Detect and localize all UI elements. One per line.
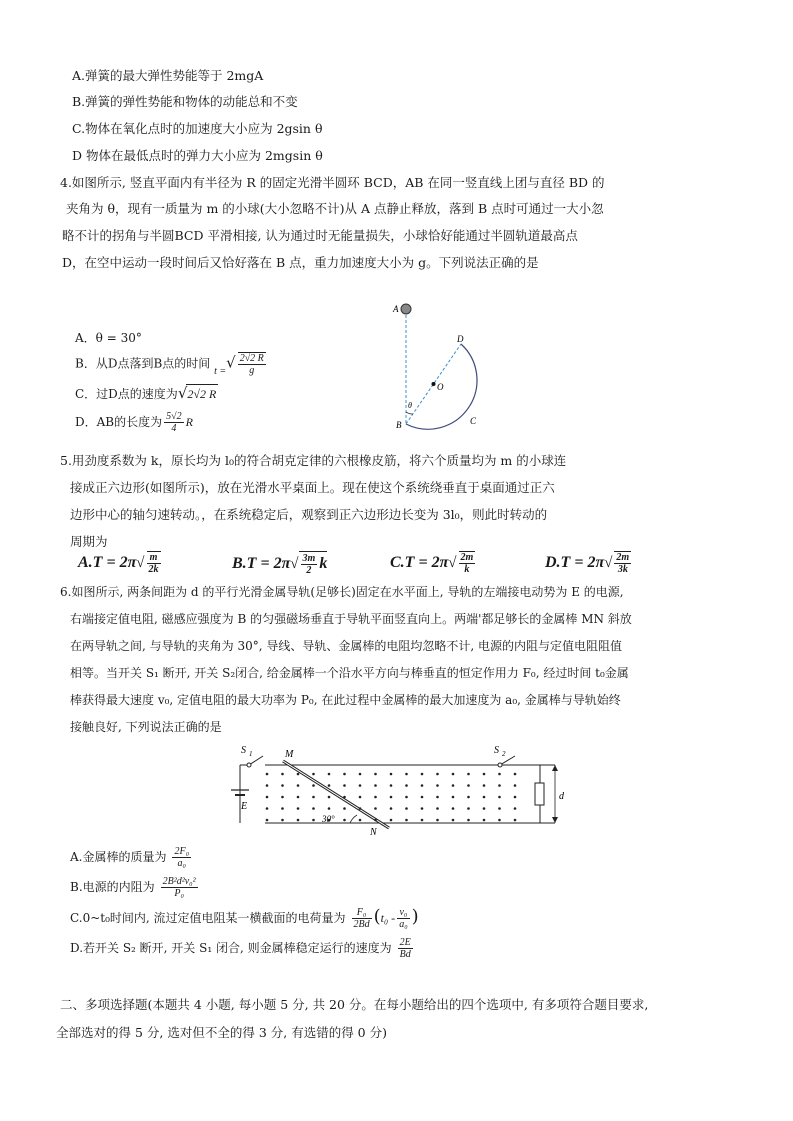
- q5-stem-line-2: 接成正六边形(如图所示)，放在光滑水平桌面上。现在使这个系统绕垂直于桌面通过正六: [70, 480, 555, 495]
- field-dot: [498, 784, 501, 787]
- q5-option-c-den: k: [464, 564, 470, 576]
- q4-option-b-t: t =: [214, 365, 227, 377]
- q6-label-d: d: [559, 791, 564, 802]
- q5-option-b-tail: k: [319, 555, 328, 572]
- q6-option-b: [70, 876, 200, 899]
- q5-option-b-num: 3m: [302, 552, 316, 564]
- field-dot: [328, 773, 331, 776]
- q5-option-b: B.T = 2π√ $\frac{3m}{2}$ k: [232, 552, 328, 576]
- field-dot: [297, 796, 300, 799]
- field-dot: [436, 796, 439, 799]
- q4-option-b-num: 2√2 R: [239, 353, 264, 364]
- q4-option-d-den: 4: [171, 423, 177, 434]
- q6-option-c: [70, 907, 419, 930]
- q5-option-d-frac: [614, 551, 631, 575]
- field-dot: [452, 773, 455, 776]
- q6-option-c-num: F₀: [352, 907, 372, 919]
- field-dot: [421, 784, 424, 787]
- q3-option-d: D 物体在最低点时的弹力大小应为 2mgsin θ: [72, 148, 323, 163]
- field-dot: [281, 819, 284, 822]
- q6-option-a-text: A.金属棒的质量为: [70, 850, 167, 864]
- q4-option-c: C．过D点的速度为√2√2 R: [75, 384, 217, 402]
- q6-stem-line-2: 右端接定值电阻, 磁感应强度为 B 的匀强磁场垂直于导轨平面竖直向上。两端'都足够长的金属棒 MN 斜放: [70, 612, 632, 626]
- field-dot: [312, 819, 315, 822]
- q6-metal-rod-inner: [283, 761, 389, 828]
- field-dot: [405, 796, 408, 799]
- q4-option-d: [75, 411, 193, 434]
- q6-stem-line-6: 接触良好, 下列说法正确的是: [70, 720, 222, 734]
- q4-label-a: A: [393, 304, 399, 314]
- q6-option-c-t0: t₀ -: [380, 911, 396, 925]
- field-dot: [390, 819, 393, 822]
- q6-option-a: [70, 846, 193, 869]
- field-dot: [514, 784, 517, 787]
- q5-option-c: C.T = 2π√ $\frac{2m}{k}$: [390, 552, 474, 576]
- field-dot: [266, 784, 269, 787]
- q3-option-a: A.弹簧的最大弹性势能等于 2mgA: [72, 68, 264, 83]
- field-dot: [483, 819, 486, 822]
- field-dot: [390, 773, 393, 776]
- field-dot: [514, 819, 517, 822]
- q4-semicircle-figure: [385, 298, 495, 438]
- field-dot: [452, 796, 455, 799]
- field-dot: [266, 819, 269, 822]
- q5-option-c-label: C.T = 2π: [390, 554, 449, 571]
- field-dot: [452, 819, 455, 822]
- q4-label-d: D: [457, 334, 464, 344]
- field-dot: [312, 796, 315, 799]
- q6-option-c-paren-open: (: [373, 906, 381, 927]
- q5-option-a: A.T = 2π√ $\frac{m}{2k}$: [78, 552, 159, 576]
- field-dot: [483, 784, 486, 787]
- section2-line-2: 全部选对的得 5 分, 选对但不全的得 3 分, 有选错的得 0 分): [56, 1025, 387, 1040]
- field-dot: [297, 773, 300, 776]
- q4-option-b-text: B．从D点落到B点的时间: [75, 356, 211, 371]
- field-dot: [343, 819, 346, 822]
- field-dot: [405, 773, 408, 776]
- field-dot: [390, 807, 393, 810]
- q5-stem-line-4: 周期为: [70, 534, 108, 549]
- q6-option-c-inner-frac: [397, 907, 409, 930]
- q4-ball-icon: [401, 304, 411, 314]
- q6-resistor: [535, 783, 544, 805]
- q6-label-s1: S: [241, 745, 246, 756]
- q6-s2-pivot: [498, 763, 502, 767]
- q6-stem-line-1: 6.如图所示, 两条间距为 d 的平行光滑金属导轨(足够长)固定在水平面上, 导轨的左端接电动势为 E 的电源,: [60, 585, 624, 599]
- q6-option-a-num: 2F₀: [174, 846, 190, 857]
- field-dot: [374, 773, 377, 776]
- field-dot: [467, 784, 470, 787]
- field-dot: [281, 773, 284, 776]
- field-dot: [312, 807, 315, 810]
- field-dot: [266, 807, 269, 810]
- q3-option-b: B.弹簧的弹性势能和物体的动能总和不变: [72, 94, 298, 109]
- field-dot: [498, 796, 501, 799]
- q6-option-c-frac: [352, 907, 372, 930]
- q5-option-a-label: A.T = 2π: [78, 554, 137, 571]
- q6-option-a-frac: [172, 846, 191, 869]
- field-dot: [405, 784, 408, 787]
- q6-option-a-den: a₀: [177, 858, 187, 869]
- field-dot: [359, 807, 362, 810]
- q4-option-d-text: D．AB的长度为: [75, 415, 163, 429]
- q5-option-d-num: 2m: [616, 552, 630, 564]
- field-dot: [359, 773, 362, 776]
- field-dot: [374, 784, 377, 787]
- field-dot: [374, 807, 377, 810]
- q4-option-c-rad: 2√2 R: [186, 384, 218, 403]
- q6-option-b-den: P₀: [174, 888, 184, 899]
- q5-option-b-den: 2: [306, 564, 312, 576]
- q4-stem-line-1: 4.如图所示, 竖直平面内有半径为 R 的固定光滑半圆环 BCD，AB 在同一竖直线上团与直径 BD 的: [60, 175, 605, 190]
- field-dot: [436, 819, 439, 822]
- q6-label-n: N: [370, 827, 377, 835]
- field-dot: [359, 796, 362, 799]
- q5-option-a-num: m: [147, 552, 161, 564]
- q5-option-c-frac: [459, 551, 476, 575]
- field-dot: [498, 807, 501, 810]
- field-dot: [266, 796, 269, 799]
- q6-option-d-num: 2E: [399, 937, 411, 948]
- q6-option-c-den: 2Bd: [353, 919, 370, 930]
- q5-option-c-num: 2m: [460, 552, 474, 564]
- field-dot: [483, 773, 486, 776]
- q6-option-c-paren-close: ): [411, 906, 419, 927]
- field-dot: [405, 819, 408, 822]
- q6-option-b-num: 2B²d²v₀²: [162, 876, 196, 887]
- q4-option-c-text: C．过D点的速度为: [75, 387, 178, 401]
- field-dot: [312, 773, 315, 776]
- q6-option-c-inner-den: a₀: [399, 919, 408, 930]
- field-dot: [343, 807, 346, 810]
- field-dot: [297, 819, 300, 822]
- field-dot: [452, 784, 455, 787]
- q6-s1-pivot: [247, 763, 251, 767]
- field-dot: [359, 784, 362, 787]
- q6-rail-figure: [225, 743, 575, 835]
- field-dot: [390, 796, 393, 799]
- q6-angle-arc: [350, 815, 357, 823]
- field-dot: [390, 784, 393, 787]
- q5-stem-line-1: 5.用劲度系数为 k，原长均为 l₀的符合胡克定律的六根橡皮筋，将六个质量均为 m 的小球连: [60, 453, 567, 468]
- q4-option-b-frac: [238, 352, 266, 376]
- field-dot: [452, 807, 455, 810]
- q4-stem-line-3: 略不计的拐角与半圆BCD 平滑相接, 认为通过时无能量损失，小球恰好能通过半圆轨道最高点: [62, 228, 578, 243]
- q4-label-b: B: [396, 420, 402, 430]
- field-dot: [421, 807, 424, 810]
- q5-option-d-label: D.T = 2π: [545, 554, 605, 571]
- field-dot: [297, 807, 300, 810]
- field-dot: [328, 796, 331, 799]
- q4-stem-line-2: 夹角为 θ，现有一质量为 m 的小球(大小忽略不计)从 A 点静止释放，落到 B 点时可通过一大小忽: [66, 201, 604, 216]
- field-dot: [483, 807, 486, 810]
- field-dot: [467, 773, 470, 776]
- q6-option-d-frac: [398, 937, 413, 960]
- q5-option-d-den: 3k: [617, 564, 628, 576]
- field-dot: [405, 807, 408, 810]
- q4-center-o: [432, 382, 436, 386]
- q6-stem-line-5: 棒获得最大速度 v₀, 定值电阻的最大功率为 P₀, 在此过程中金属棒的最大加速度为 a₀, 金属棒与导轨始终: [70, 693, 621, 707]
- field-dot: [498, 819, 501, 822]
- section2-line-1: 二、多项选择题(本题共 4 小题, 每小题 5 分, 共 20 分。在每小题给出的四个选项中, 有多项符合题目要求,: [60, 997, 649, 1012]
- q3-option-c: C.物体在氧化点时的加速度大小应为 2gsin θ: [72, 121, 323, 136]
- field-dot: [328, 807, 331, 810]
- field-dot: [281, 784, 284, 787]
- q5-option-b-label: B.T = 2π: [232, 555, 291, 572]
- field-dot: [467, 819, 470, 822]
- field-dot: [498, 773, 501, 776]
- q4-option-d-r: R: [185, 415, 193, 429]
- q6-d-arrow-down: [552, 817, 558, 823]
- q4-option-d-num: 5√2: [166, 411, 182, 422]
- q4-option-b-den: g: [249, 365, 255, 376]
- field-dot: [436, 807, 439, 810]
- q6-option-d: [70, 937, 415, 960]
- field-dot: [343, 773, 346, 776]
- field-dot: [483, 796, 486, 799]
- field-dot: [421, 773, 424, 776]
- field-dot: [343, 796, 346, 799]
- q6-option-d-den: Bd: [399, 949, 411, 960]
- q4-stem-line-4: D，在空中运动一段时间后又恰好落在 B 点，重力加速度大小为 g。下列说法正确的是: [62, 255, 539, 270]
- q6-option-d-text: D.若开关 S₂ 断开, 开关 S₁ 闭合, 则金属棒稳定运行的速度为: [70, 941, 392, 955]
- q4-option-a: A．θ = 30°: [75, 331, 142, 345]
- field-dot: [343, 784, 346, 787]
- field-dot: [421, 819, 424, 822]
- q4-label-c: C: [470, 416, 477, 426]
- field-dot: [467, 807, 470, 810]
- field-dot: [328, 784, 331, 787]
- q4-option-d-frac: [164, 411, 184, 434]
- field-dot: [374, 819, 377, 822]
- q6-option-b-frac: [161, 876, 198, 899]
- field-dot: [436, 784, 439, 787]
- field-dot: [281, 807, 284, 810]
- field-dot: [514, 796, 517, 799]
- field-dot: [266, 773, 269, 776]
- q6-d-arrow-up: [552, 765, 558, 771]
- q5-option-a-den: 2k: [148, 564, 159, 576]
- q6-stem-line-3: 在两导轨之间, 与导轨的夹角为 30°, 导线、导轨、金属棒的电阻均忽略不计, 电源的内阻与定值电阻阻值: [70, 639, 622, 653]
- field-dot: [514, 807, 517, 810]
- q6-label-s2-sub: 2: [502, 750, 506, 758]
- q6-field-dots: [266, 773, 517, 822]
- q5-stem-line-3: 边形中心的轴匀速转动。，在系统稳定后，观察到正六边形边长变为 3l₀，则此时转动的: [70, 507, 548, 522]
- q6-label-s1-sub: 1: [249, 750, 253, 758]
- q5-option-d: D.T = 2π√ $\frac{2m}{3k}$: [545, 552, 630, 576]
- q6-stem-line-4: 相等。当开关 S₁ 断开, 开关 S₂闭合, 给金属棒一个沿水平方向与棒垂直的恒定作用力 F₀, 经过时间 t₀金属: [70, 666, 629, 680]
- field-dot: [467, 796, 470, 799]
- q6-label-s2: S: [494, 745, 499, 756]
- q6-option-c-inner-num: v₀: [397, 907, 409, 919]
- q4-label-o: O: [437, 382, 444, 392]
- q5-option-b-frac: [301, 553, 318, 576]
- q6-label-angle: 30°: [322, 814, 335, 824]
- q6-option-b-text: B.电源的内阻为: [70, 880, 155, 894]
- field-dot: [421, 796, 424, 799]
- field-dot: [514, 773, 517, 776]
- q5-option-a-frac: [147, 551, 161, 575]
- field-dot: [436, 773, 439, 776]
- q4-option-b: B．从D点落到B点的时间 $_{t =}$√ $\frac{2√2 R}{g}$: [75, 353, 264, 377]
- q6-label-m: M: [285, 749, 294, 760]
- q4-label-theta: θ: [408, 401, 412, 410]
- q5-option-b-radicand: [299, 551, 328, 576]
- q4-angle-arc: [406, 412, 413, 414]
- q6-option-c-text: C.0~t₀时间内, 流过定值电阻某一横截面的电荷量为: [70, 911, 346, 925]
- q6-label-e: E: [241, 801, 248, 812]
- field-dot: [281, 796, 284, 799]
- field-dot: [297, 784, 300, 787]
- field-dot: [374, 796, 377, 799]
- field-dot: [359, 819, 362, 822]
- field-dot: [312, 784, 315, 787]
